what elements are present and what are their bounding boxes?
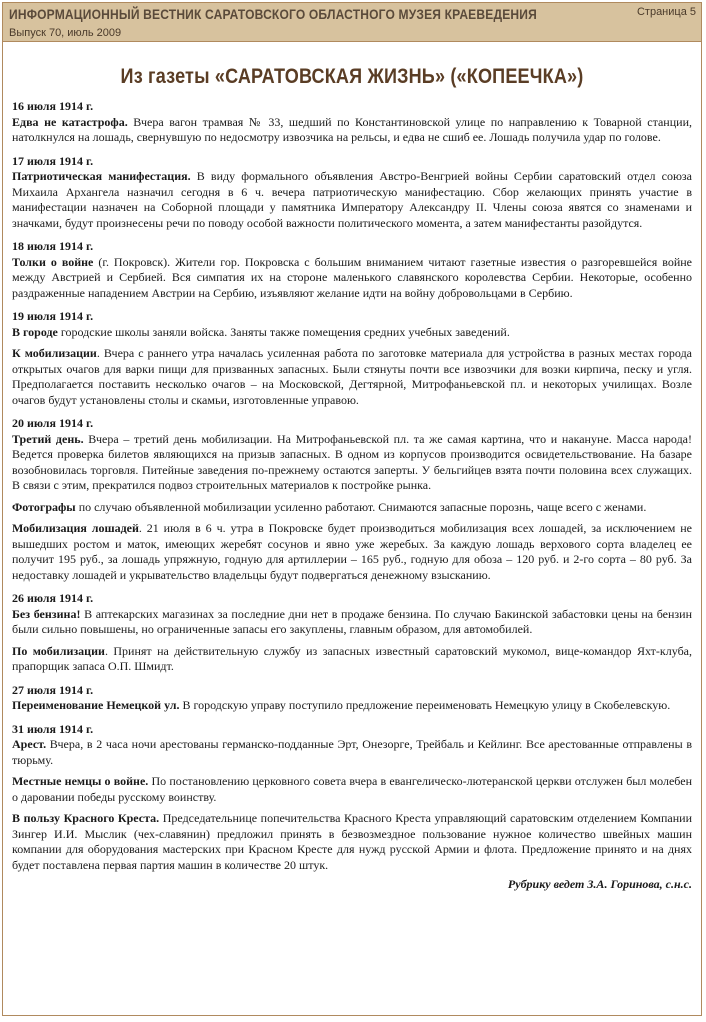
news-item-text: Председательнице попечительства Красного Креста управляющий саратовским отделением Компании Зингер И.И. Мыслик (чех-славянин) предложил принять в безвозмездное пользование нужное количество швейных машин компании для оборудования мастерских при Красном Кресте для нужд русской Армии и флота. Предложение принято и на днях будет поставлена первая партия машин в количестве 20 штук. — [12, 811, 693, 872]
news-item — [12, 698, 692, 714]
news-item-title: В городе — [12, 324, 58, 339]
news-item — [12, 521, 692, 583]
news-item — [12, 774, 692, 805]
news-item-text: В аптекарских магазинах за последние дни нет в продаже бензина. По случаю Бакинской забастовки цены на бензин были сильно повышены, но ограниченные запасы его закуплены, главным образом, для автомобилей. — [12, 606, 692, 636]
news-item-title: По мобилизации — [12, 643, 105, 658]
page-header — [3, 3, 701, 42]
page-number: Страница 5 — [636, 6, 696, 18]
news-item-text: по случаю объявленной мобилизации усиленно работают. Снимаются запасные порознь, чаще всего с женами. — [75, 499, 647, 514]
news-item — [12, 644, 692, 675]
news-item-text: . Вчера с раннего утра началась усиленная работа по заготовке материала для устройства в разных местах города открытых очагов для варки пищи для призванных запасных. Были стянуты почти все извозчики для возки кирпича, песку и угля. Предполагается поставить несколько очагов – на Московской, Дегтярной, Митрофаньевской пл. и некоторых училищах. Возле очагов будут установлены столы и скамьи, изготовленные управою. — [12, 346, 692, 407]
news-item-title: Местные немцы о войне. — [12, 774, 149, 788]
news-item-text: городские школы заняли войска. Заняты также помещения средних учебных заведений. — [57, 324, 510, 339]
news-item — [12, 115, 692, 146]
section-date: 16 июля 1914 г. — [12, 99, 94, 113]
news-item — [12, 737, 692, 768]
newsletter-page — [2, 2, 702, 1016]
issue-info: Выпуск 70, июль 2009 — [9, 27, 122, 39]
news-item-title: Едва не катастрофа. — [12, 114, 128, 129]
news-item — [12, 500, 692, 516]
section-date: 26 июля 1914 г. — [12, 591, 94, 605]
news-item-text: Вчера вагон трамвая № 33, шедший по Константиновской улице по направлению к Товарной станции, натолкнулся на лошадь, свернувшую по недосмотру извозчика на рельсы, и едва не сшиб ее. Лошадь получила удар по голове. — [12, 114, 692, 144]
news-item-text: В городскую управу поступило предложение переименовать Немецкую улицу в Скобелевскую. — [179, 698, 671, 712]
news-item-title: Без бензина! — [12, 606, 81, 621]
news-item-text: (г. Покровск). Жители гор. Покровска с большим вниманием читают газетные известия о разгоревшейся войне между Австрией и Сербией. Вся симпатия их на стороне маленького славянского королевства Сербии. Некоторые, особенно раздраженные нападением Австрии на Сербию, изъявляют желание идти на войну добровольцами в Сербию. — [12, 254, 692, 300]
section-date: 31 июля 1914 г. — [12, 721, 94, 736]
column-credit: Рубрику ведет З.А. Горинова, с.н.с. — [507, 877, 692, 891]
news-item-title: Патриотическая манифестация. — [12, 169, 191, 183]
section-date: 27 июля 1914 г. — [12, 682, 94, 697]
news-item — [12, 255, 692, 302]
section-date: 20 июля 1914 г. — [12, 416, 94, 430]
article-body — [12, 99, 692, 893]
section-date: 19 июля 1914 г. — [12, 309, 94, 323]
news-item-text: . Принят на действительную службу из запасных известный саратовский мукомол, вице-командор Яхт-клуба, прапорщик запаса О.П. Шмидт. — [12, 643, 693, 673]
news-item-title: Фотографы — [12, 499, 76, 514]
news-item-text: По постановлению церковного совета вчера в евангелическо-лютеранской церкви отслужен был молебен о даровании победы русскому воинству. — [12, 774, 692, 804]
news-item-title: Толки о войне — [12, 254, 94, 269]
section-date: 18 июля 1914 г. — [12, 239, 94, 253]
news-item-text: Вчера – третий день мобилизации. На Митрофаньевской пл. та же самая картина, что и накануне. Масса народа! Ведется проверка билетов являющихся на призыв запасных. В одном из корпусов производится освидетельствование. На базаре возобновилась торговля. Питейные заведения по-прежнему остаются заперты. У бельгийцев взята почти половина всех служащих. В связи с этим, прекратился подвоз строительных материалов к постройке рынка. — [12, 431, 692, 492]
news-item — [12, 607, 692, 638]
news-item — [12, 169, 692, 231]
article-title: Из газеты «САРАТОВСКАЯ ЖИЗНЬ» («КОПЕЕЧКА») — [120, 65, 584, 88]
news-item — [12, 432, 692, 494]
news-item — [12, 346, 692, 408]
news-item-text: В виду формального объявления Австро-Венгрией войны Сербии саратовский отдел союза Михаила Архангела назначил сегодня в 6 ч. вечера патриотическую манифестацию. Сбор желающих принять участие в манифестации назначен на Соборной площади у памятника Императору Александру II. Члены союза явятся со знаменами и значками, будут произнесены речи по поводу особой важности политического момента, а затем манифестанты разойдутся. — [12, 169, 692, 230]
section-date: 17 июля 1914 г. — [12, 153, 94, 168]
news-item — [12, 325, 692, 341]
news-item-title: В пользу Красного Креста. — [12, 811, 160, 825]
news-item — [12, 811, 692, 873]
news-item-title: Третий день. — [12, 431, 84, 446]
news-item-text: . 21 июля в 6 ч. утра в Покровске будет производиться мобилизация всех лошадей, за исключением не вышедших ростом и маток, имеющих жеребят сосунов и явно уже жеребых. За каждую лошадь верхового сорта владелец ее получит 195 руб., за лошадь упряжную, годную для артиллерии – 165 руб., годную для обоза – 120 руб. и 2-го сорта – 80 руб. За недоставку лошадей и укрывательство владельцы будут подвергаться денежному взысканию. — [12, 521, 692, 582]
news-item-title: Переименование Немецкой ул. — [12, 698, 180, 712]
news-item-title: К мобилизации — [12, 346, 97, 360]
news-item-text: Вчера, в 2 часа ночи арестованы германско-подданные Эрт, Онезорге, Трейбаль и Кейлинг. Все арестованные отправлены в тюрьму. — [12, 737, 692, 767]
newsletter-title: ИНФОРМАЦИОННЫЙ ВЕСТНИК САРАТОВСКОГО ОБЛАСТНОГО МУЗЕЯ КРАЕВЕДЕНИЯ — [9, 6, 537, 22]
news-item-title: Мобилизация лошадей — [12, 521, 139, 535]
news-item-title: Арест. — [12, 737, 47, 751]
